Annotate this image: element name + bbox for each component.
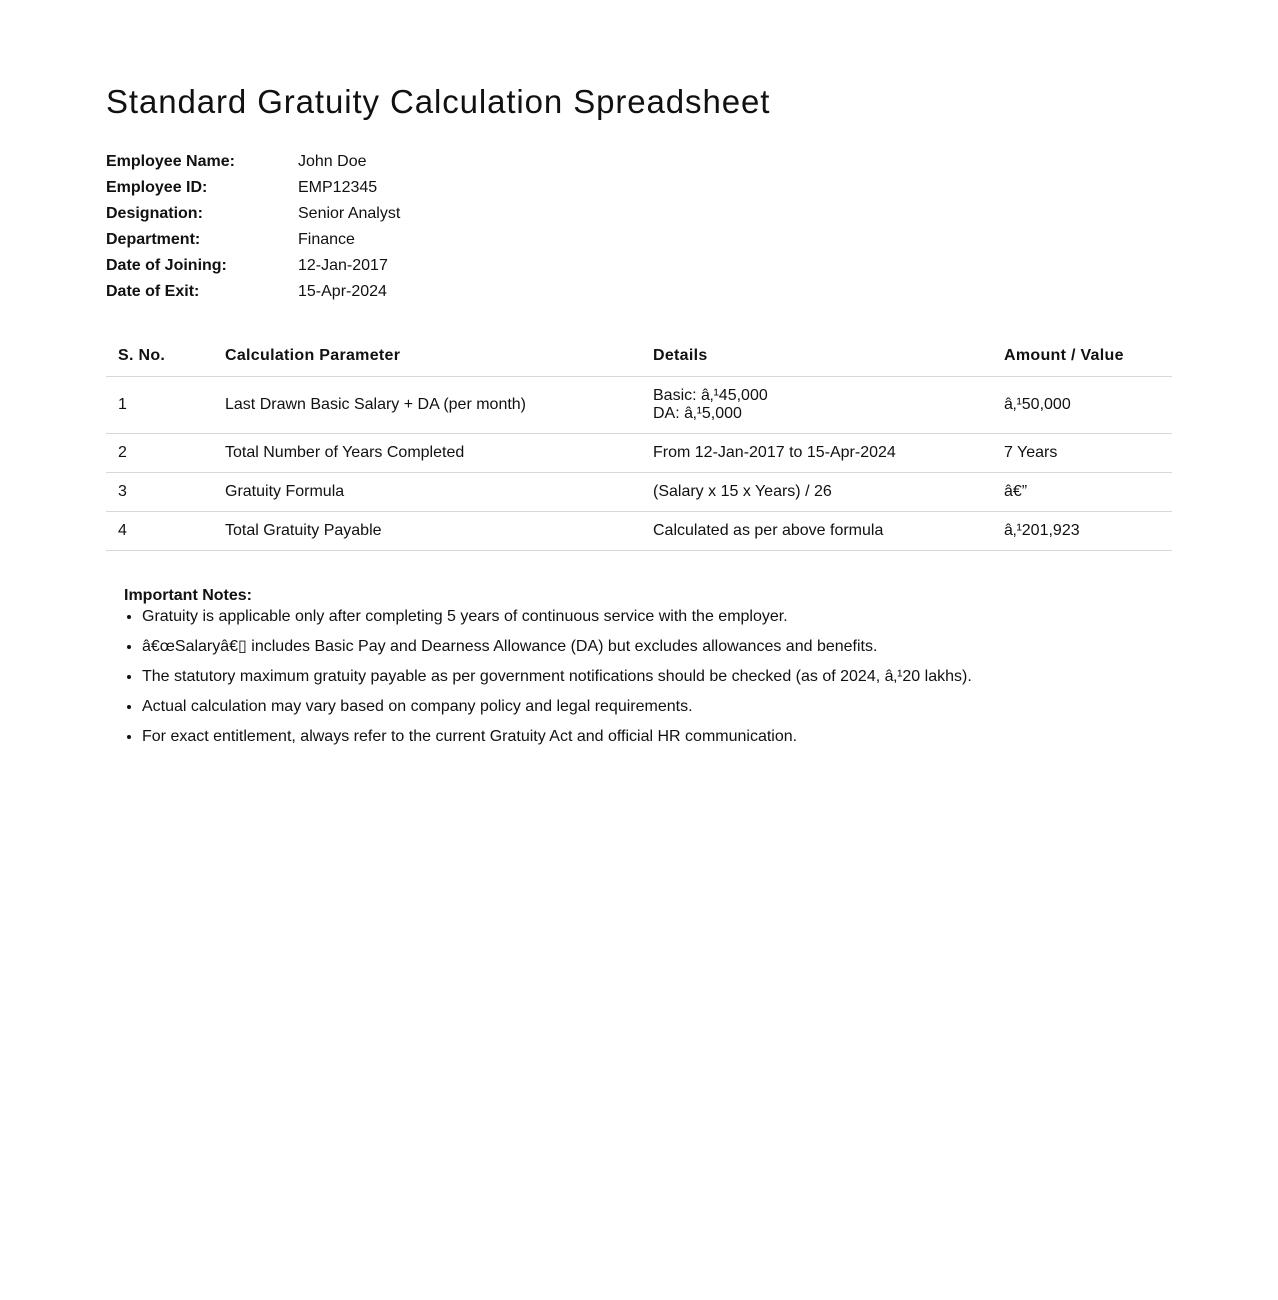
cell-sno: 4 [106,512,213,551]
info-label: Employee ID: [106,179,208,196]
cell-sno: 2 [106,434,213,473]
cell-details: Calculated as per above formula [641,512,992,551]
info-value: 12-Jan-2017 [298,257,388,274]
cell-parameter: Total Gratuity Payable [213,512,641,551]
info-row-designation [106,201,1172,227]
table-row [106,512,1172,551]
cell-sno: 3 [106,473,213,512]
info-row-department [106,227,1172,253]
notes-list [124,608,1172,746]
cell-details [641,377,992,434]
calculation-table [106,336,1172,551]
detail-line: Basic: â‚¹45,000 [653,387,768,404]
info-row-employee-name [106,149,1172,175]
column-header-amount: Amount / Value [992,336,1172,377]
info-label: Date of Joining: [106,257,227,274]
cell-parameter: Total Number of Years Completed [213,434,641,473]
info-value: 15-Apr-2024 [298,283,387,300]
cell-parameter: Last Drawn Basic Salary + DA (per month) [213,377,641,434]
list-item: • â€œSalaryâ€▯ includes Basic Pay and Dearness Allowance (DA) but excludes allowances and benefits. [142,638,1172,656]
cell-amount: 7 Years [992,434,1172,473]
info-label: Designation: [106,205,203,222]
cell-parameter: Gratuity Formula [213,473,641,512]
list-item: • Actual calculation may vary based on company policy and legal requirements. [142,698,1172,716]
table-row [106,377,1172,434]
info-label: Department: [106,231,201,248]
cell-sno: 1 [106,377,213,434]
cell-amount: â‚¹201,923 [992,512,1172,551]
info-value: EMP12345 [298,179,378,196]
info-value: Senior Analyst [298,205,401,222]
column-header-sno: S. No. [106,336,213,377]
info-label: Date of Exit: [106,283,200,300]
table-row [106,434,1172,473]
info-value: Finance [298,231,355,248]
detail-line: DA: â‚¹5,000 [653,405,742,422]
info-value: John Doe [298,153,367,170]
info-row-date-of-joining [106,253,1172,279]
info-row-date-of-exit [106,279,1172,305]
cell-amount: â€” [992,473,1172,512]
list-item: • Gratuity is applicable only after completing 5 years of continuous service with the employer. [142,608,1172,626]
column-header-details: Details [641,336,992,377]
notes-title: Important Notes: [124,587,252,604]
important-notes [106,587,1172,746]
list-item: • The statutory maximum gratuity payable as per government notifications should be checked (as of 2024, â‚¹20 lakhs). [142,668,1172,686]
column-header-parameter: Calculation Parameter [213,336,641,377]
info-label: Employee Name: [106,153,235,170]
info-row-employee-id [106,175,1172,201]
cell-details: From 12-Jan-2017 to 15-Apr-2024 [641,434,992,473]
table-header-row [106,336,1172,377]
page-title: Standard Gratuity Calculation Spreadsheet [106,83,771,120]
cell-amount: â‚¹50,000 [992,377,1172,434]
cell-details: (Salary x 15 x Years) / 26 [641,473,992,512]
list-item: • For exact entitlement, always refer to the current Gratuity Act and official HR communication. [142,728,1172,746]
employee-info [106,149,1172,305]
table-row [106,473,1172,512]
